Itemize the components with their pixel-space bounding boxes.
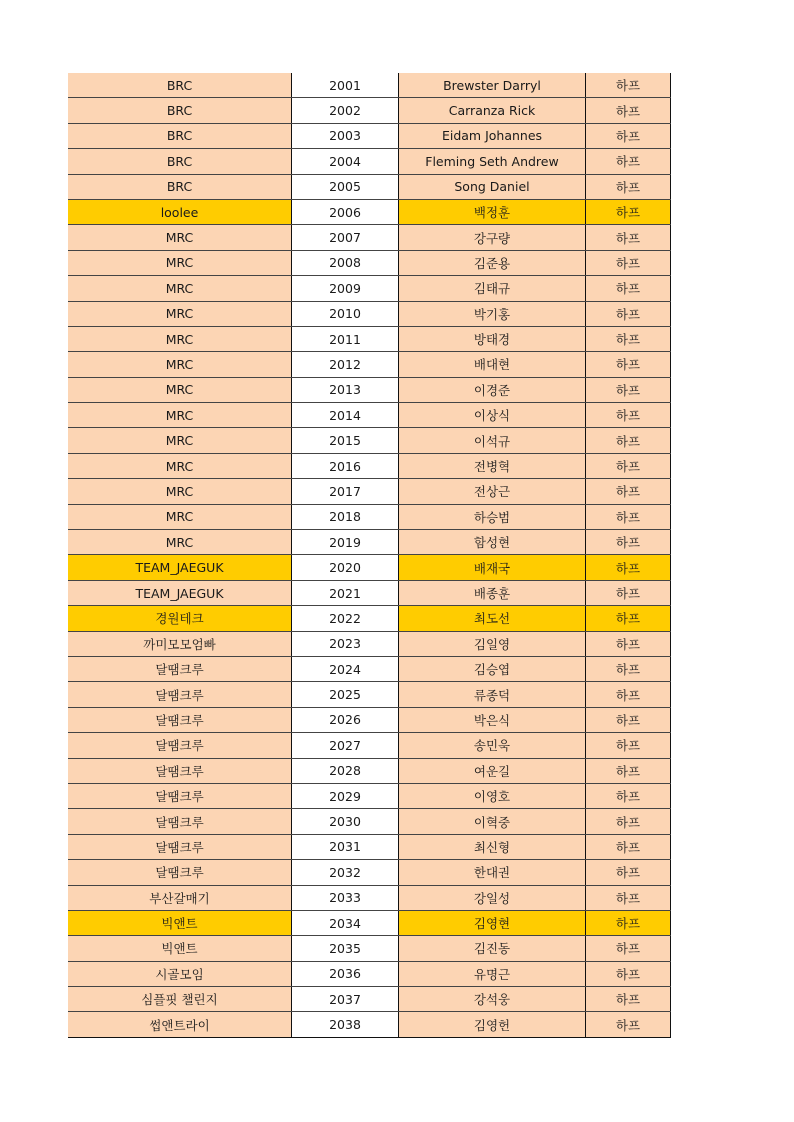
team-cell: MRC bbox=[68, 250, 292, 275]
team-cell: 달땜크루 bbox=[68, 656, 292, 681]
runner-name-cell: 전상근 bbox=[399, 479, 586, 504]
bib-number-cell: 2026 bbox=[292, 707, 399, 732]
team-cell: 경원테크 bbox=[68, 606, 292, 631]
bib-number-cell: 2011 bbox=[292, 326, 399, 351]
runner-name-cell: Song Daniel bbox=[399, 174, 586, 199]
team-cell: 부산갈매기 bbox=[68, 885, 292, 910]
team-cell: MRC bbox=[68, 352, 292, 377]
team-cell: MRC bbox=[68, 453, 292, 478]
runner-name-cell: 김영헌 bbox=[399, 1012, 586, 1037]
runner-name-cell: 김영현 bbox=[399, 910, 586, 935]
team-cell: MRC bbox=[68, 377, 292, 402]
bib-number-cell: 2009 bbox=[292, 276, 399, 301]
course-cell: 하프 bbox=[586, 225, 671, 250]
runner-name-cell: Eidam Johannes bbox=[399, 123, 586, 148]
table-row bbox=[68, 174, 671, 199]
table-row bbox=[68, 682, 671, 707]
course-cell: 하프 bbox=[586, 479, 671, 504]
course-cell: 하프 bbox=[586, 961, 671, 986]
course-cell: 하프 bbox=[586, 1012, 671, 1037]
table-row bbox=[68, 606, 671, 631]
team-cell: 달땜크루 bbox=[68, 783, 292, 808]
bib-number-cell: 2010 bbox=[292, 301, 399, 326]
course-cell: 하프 bbox=[586, 73, 671, 98]
course-cell: 하프 bbox=[586, 834, 671, 859]
team-cell: MRC bbox=[68, 301, 292, 326]
team-cell: MRC bbox=[68, 225, 292, 250]
participant-table bbox=[68, 73, 671, 1038]
table-row bbox=[68, 631, 671, 656]
course-cell: 하프 bbox=[586, 403, 671, 428]
bib-number-cell: 2007 bbox=[292, 225, 399, 250]
bib-number-cell: 2015 bbox=[292, 428, 399, 453]
runner-name-cell: 이석규 bbox=[399, 428, 586, 453]
table-row bbox=[68, 580, 671, 605]
table-row bbox=[68, 73, 671, 98]
table-row bbox=[68, 276, 671, 301]
course-cell: 하프 bbox=[586, 987, 671, 1012]
bib-number-cell: 2019 bbox=[292, 530, 399, 555]
table-row bbox=[68, 707, 671, 732]
bib-number-cell: 2025 bbox=[292, 682, 399, 707]
runner-name-cell: 류종덕 bbox=[399, 682, 586, 707]
team-cell: 빅앤트 bbox=[68, 910, 292, 935]
table-row bbox=[68, 834, 671, 859]
team-cell: 달땜크루 bbox=[68, 682, 292, 707]
runner-name-cell: 박기홍 bbox=[399, 301, 586, 326]
table-row bbox=[68, 961, 671, 986]
runner-name-cell: 이상식 bbox=[399, 403, 586, 428]
table-row bbox=[68, 199, 671, 224]
bib-number-cell: 2013 bbox=[292, 377, 399, 402]
runner-name-cell: 강일성 bbox=[399, 885, 586, 910]
team-cell: 빅앤트 bbox=[68, 936, 292, 961]
course-cell: 하프 bbox=[586, 885, 671, 910]
course-cell: 하프 bbox=[586, 656, 671, 681]
course-cell: 하프 bbox=[586, 352, 671, 377]
team-cell: 시골모임 bbox=[68, 961, 292, 986]
course-cell: 하프 bbox=[586, 555, 671, 580]
course-cell: 하프 bbox=[586, 910, 671, 935]
runner-name-cell: 강구량 bbox=[399, 225, 586, 250]
table-row bbox=[68, 910, 671, 935]
table-row bbox=[68, 352, 671, 377]
course-cell: 하프 bbox=[586, 377, 671, 402]
team-cell: MRC bbox=[68, 530, 292, 555]
bib-number-cell: 2022 bbox=[292, 606, 399, 631]
team-cell: MRC bbox=[68, 504, 292, 529]
bib-number-cell: 2038 bbox=[292, 1012, 399, 1037]
runner-name-cell: 여운길 bbox=[399, 758, 586, 783]
team-cell: TEAM_JAEGUK bbox=[68, 580, 292, 605]
table-row bbox=[68, 403, 671, 428]
runner-name-cell: 김태규 bbox=[399, 276, 586, 301]
team-cell: 달땜크루 bbox=[68, 733, 292, 758]
table-row bbox=[68, 250, 671, 275]
course-cell: 하프 bbox=[586, 174, 671, 199]
runner-name-cell: 김일영 bbox=[399, 631, 586, 656]
course-cell: 하프 bbox=[586, 504, 671, 529]
bib-number-cell: 2017 bbox=[292, 479, 399, 504]
table-row bbox=[68, 555, 671, 580]
team-cell: 달땜크루 bbox=[68, 707, 292, 732]
bib-number-cell: 2024 bbox=[292, 656, 399, 681]
team-cell: 심플핏 챌린지 bbox=[68, 987, 292, 1012]
course-cell: 하프 bbox=[586, 936, 671, 961]
bib-number-cell: 2034 bbox=[292, 910, 399, 935]
runner-name-cell: 배대현 bbox=[399, 352, 586, 377]
course-cell: 하프 bbox=[586, 606, 671, 631]
runner-name-cell: 박은식 bbox=[399, 707, 586, 732]
team-cell: 달땜크루 bbox=[68, 860, 292, 885]
course-cell: 하프 bbox=[586, 783, 671, 808]
bib-number-cell: 2032 bbox=[292, 860, 399, 885]
course-cell: 하프 bbox=[586, 860, 671, 885]
bib-number-cell: 2003 bbox=[292, 123, 399, 148]
team-cell: BRC bbox=[68, 174, 292, 199]
runner-name-cell: 백정훈 bbox=[399, 199, 586, 224]
table-row bbox=[68, 936, 671, 961]
runner-name-cell: 김준용 bbox=[399, 250, 586, 275]
runner-name-cell: Brewster Darryl bbox=[399, 73, 586, 98]
team-cell: TEAM_JAEGUK bbox=[68, 555, 292, 580]
course-cell: 하프 bbox=[586, 326, 671, 351]
table-row bbox=[68, 377, 671, 402]
runner-name-cell: Fleming Seth Andrew bbox=[399, 149, 586, 174]
course-cell: 하프 bbox=[586, 250, 671, 275]
table-row bbox=[68, 453, 671, 478]
team-cell: MRC bbox=[68, 479, 292, 504]
team-cell: 달땜크루 bbox=[68, 809, 292, 834]
runner-name-cell: 이혁중 bbox=[399, 809, 586, 834]
course-cell: 하프 bbox=[586, 530, 671, 555]
course-cell: 하프 bbox=[586, 98, 671, 123]
table-row bbox=[68, 301, 671, 326]
team-cell: 달땜크루 bbox=[68, 834, 292, 859]
team-cell: MRC bbox=[68, 326, 292, 351]
runner-name-cell: 유명근 bbox=[399, 961, 586, 986]
table-row bbox=[68, 1012, 671, 1037]
bib-number-cell: 2020 bbox=[292, 555, 399, 580]
bib-number-cell: 2028 bbox=[292, 758, 399, 783]
table-row bbox=[68, 656, 671, 681]
bib-number-cell: 2021 bbox=[292, 580, 399, 605]
bib-number-cell: 2004 bbox=[292, 149, 399, 174]
course-cell: 하프 bbox=[586, 707, 671, 732]
bib-number-cell: 2030 bbox=[292, 809, 399, 834]
table-row bbox=[68, 149, 671, 174]
runner-name-cell: 배종훈 bbox=[399, 580, 586, 605]
bib-number-cell: 2029 bbox=[292, 783, 399, 808]
table-row bbox=[68, 885, 671, 910]
table-row bbox=[68, 733, 671, 758]
runner-name-cell: 송민욱 bbox=[399, 733, 586, 758]
bib-number-cell: 2016 bbox=[292, 453, 399, 478]
table-row bbox=[68, 225, 671, 250]
table-row bbox=[68, 530, 671, 555]
team-cell: 썹앤트라이 bbox=[68, 1012, 292, 1037]
bib-number-cell: 2005 bbox=[292, 174, 399, 199]
course-cell: 하프 bbox=[586, 301, 671, 326]
team-cell: BRC bbox=[68, 73, 292, 98]
table-row bbox=[68, 98, 671, 123]
bib-number-cell: 2014 bbox=[292, 403, 399, 428]
course-cell: 하프 bbox=[586, 149, 671, 174]
course-cell: 하프 bbox=[586, 733, 671, 758]
table-row bbox=[68, 758, 671, 783]
runner-name-cell: 최도선 bbox=[399, 606, 586, 631]
runner-name-cell: 전병혁 bbox=[399, 453, 586, 478]
bib-number-cell: 2033 bbox=[292, 885, 399, 910]
team-cell: loolee bbox=[68, 199, 292, 224]
course-cell: 하프 bbox=[586, 453, 671, 478]
course-cell: 하프 bbox=[586, 809, 671, 834]
runner-name-cell: 최신형 bbox=[399, 834, 586, 859]
course-cell: 하프 bbox=[586, 682, 671, 707]
team-cell: BRC bbox=[68, 123, 292, 148]
team-cell: MRC bbox=[68, 428, 292, 453]
runner-name-cell: Carranza Rick bbox=[399, 98, 586, 123]
bib-number-cell: 2018 bbox=[292, 504, 399, 529]
team-cell: MRC bbox=[68, 276, 292, 301]
bib-number-cell: 2006 bbox=[292, 199, 399, 224]
bib-number-cell: 2031 bbox=[292, 834, 399, 859]
course-cell: 하프 bbox=[586, 631, 671, 656]
table-row bbox=[68, 479, 671, 504]
runner-name-cell: 이경준 bbox=[399, 377, 586, 402]
course-cell: 하프 bbox=[586, 580, 671, 605]
table-row bbox=[68, 783, 671, 808]
participant-table-body bbox=[68, 73, 671, 1037]
course-cell: 하프 bbox=[586, 199, 671, 224]
runner-name-cell: 김승엽 bbox=[399, 656, 586, 681]
bib-number-cell: 2037 bbox=[292, 987, 399, 1012]
course-cell: 하프 bbox=[586, 123, 671, 148]
table-row bbox=[68, 809, 671, 834]
table-row bbox=[68, 987, 671, 1012]
table-row bbox=[68, 123, 671, 148]
runner-name-cell: 하승범 bbox=[399, 504, 586, 529]
runner-name-cell: 이영호 bbox=[399, 783, 586, 808]
bib-number-cell: 2002 bbox=[292, 98, 399, 123]
table-row bbox=[68, 860, 671, 885]
bib-number-cell: 2023 bbox=[292, 631, 399, 656]
runner-name-cell: 한대권 bbox=[399, 860, 586, 885]
runner-name-cell: 방태경 bbox=[399, 326, 586, 351]
team-cell: MRC bbox=[68, 403, 292, 428]
runner-name-cell: 강석웅 bbox=[399, 987, 586, 1012]
team-cell: 까미모모엄빠 bbox=[68, 631, 292, 656]
bib-number-cell: 2001 bbox=[292, 73, 399, 98]
course-cell: 하프 bbox=[586, 428, 671, 453]
bib-number-cell: 2035 bbox=[292, 936, 399, 961]
bib-number-cell: 2012 bbox=[292, 352, 399, 377]
runner-name-cell: 배재국 bbox=[399, 555, 586, 580]
team-cell: 달땜크루 bbox=[68, 758, 292, 783]
bib-number-cell: 2036 bbox=[292, 961, 399, 986]
table-row bbox=[68, 504, 671, 529]
table-row bbox=[68, 428, 671, 453]
team-cell: BRC bbox=[68, 98, 292, 123]
team-cell: BRC bbox=[68, 149, 292, 174]
course-cell: 하프 bbox=[586, 758, 671, 783]
bib-number-cell: 2027 bbox=[292, 733, 399, 758]
runner-name-cell: 김진동 bbox=[399, 936, 586, 961]
table-row bbox=[68, 326, 671, 351]
course-cell: 하프 bbox=[586, 276, 671, 301]
runner-name-cell: 함성현 bbox=[399, 530, 586, 555]
bib-number-cell: 2008 bbox=[292, 250, 399, 275]
